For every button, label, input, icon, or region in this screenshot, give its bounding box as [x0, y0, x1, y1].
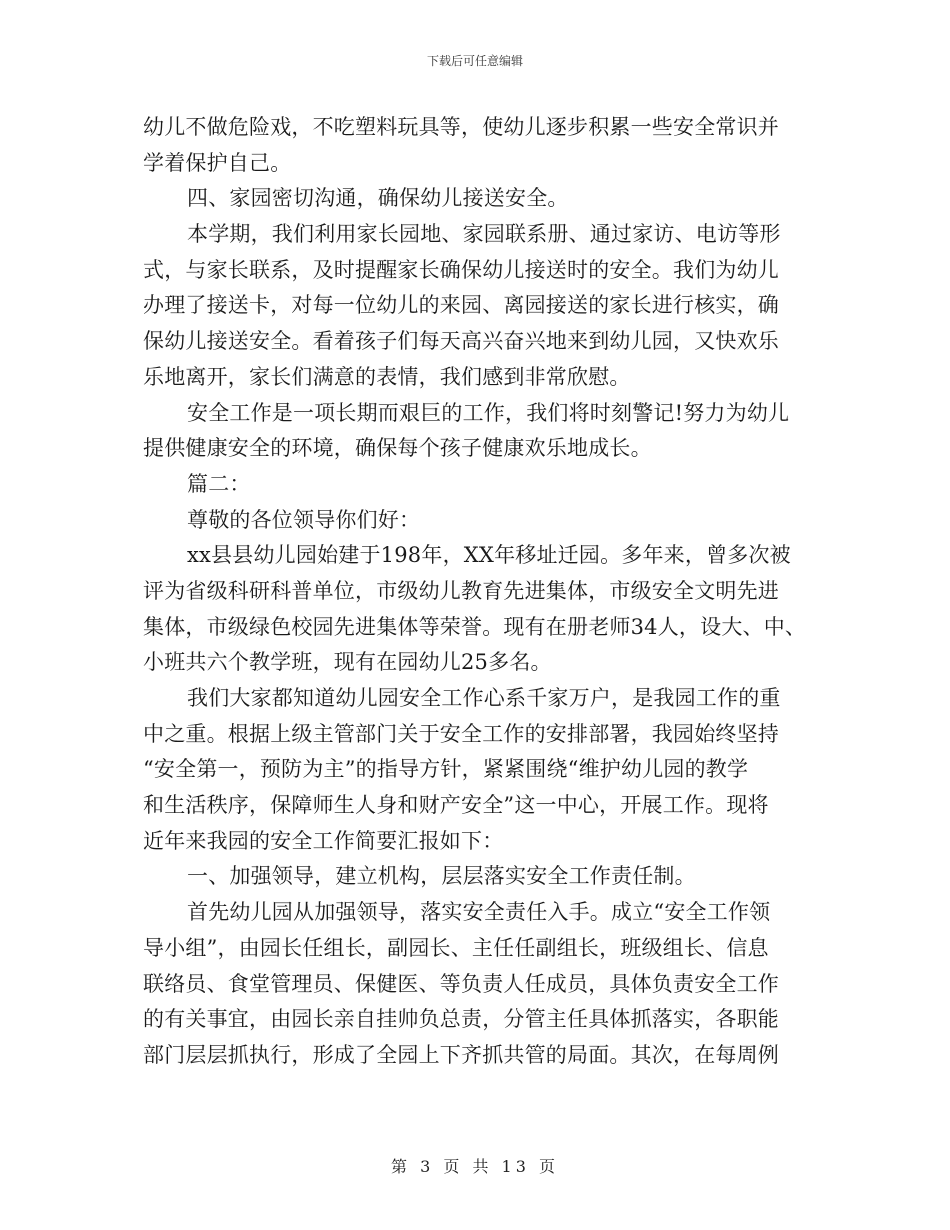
text-line: 和生活秩序，保障师生人身和财产安全”这一中心，开展工作。现将: [143, 793, 769, 818]
text-line: 的有关事宜，由园长亲自挂帅负总责，分管主任具体抓落实，各职能: [143, 1007, 779, 1032]
text-line: 本学期，我们利用家长园地、家园联系册、通过家访、电访等形: [187, 222, 781, 247]
text-line: 集体，市级绿色校园先进集体等荣誉。现有在册老师34人，设大、中、: [143, 614, 807, 639]
text-line: 办理了接送卡，对每一位幼儿的来园、离园接送的家长进行核实，确: [143, 293, 779, 318]
text-line: 中之重。根据上级主管部门关于安全工作的安排部署，我园始终坚持: [143, 721, 779, 746]
text-line: 保幼儿接送安全。看着孩子们每天高兴奋兴地来到幼儿园，又快欢乐: [143, 329, 779, 354]
text-line: 部门层层抓执行，形成了全园上下齐抓共管的局面。其次，在每周例: [143, 1042, 779, 1067]
text-line: 提供健康安全的环境，确保每个孩子健康欢乐地成长。: [143, 436, 652, 461]
document-body: [143, 110, 808, 1074]
text-line: 联络员、食堂管理员、保健医、等负责人任成员，具体负责安全工作: [143, 971, 779, 996]
text-line: 幼儿不做危险戏，不吃塑料玩具等，使幼儿逐步积累一些安全常识并: [143, 115, 779, 139]
text-line: 学着保护自己。: [143, 150, 292, 175]
page-footer: 第 3 页 共 13 页: [391, 1157, 559, 1176]
text-line: 一、加强领导，建立机构，层层落实安全工作责任制。: [187, 864, 696, 889]
text-line: 式，与家长联系，及时提醒家长确保幼儿接送时的安全。我们为幼儿: [143, 257, 779, 282]
text-line: 乐地离开，家长们满意的表情，我们感到非常欣慰。: [143, 364, 631, 389]
text-line: xx县县幼儿园始建于198年，XX年移址迁园。多年来，曾多次被: [187, 543, 791, 568]
text-line: 导小组”，由园长任组长，副园长、主任任副组长，班级组长、信息: [143, 935, 769, 960]
text-line: “安全第一，预防为主”的指导方针，紧紧围绕“维护幼儿园的教学: [143, 757, 749, 782]
text-line: 评为省级科研科普单位，市级幼儿教育先进集体，市级安全文明先进: [143, 578, 779, 603]
text-line: 我们大家都知道幼儿园安全工作心系千家万户，是我园工作的重: [187, 686, 781, 710]
text-line: 小班共六个教学班，现有在园幼儿25多名。: [143, 650, 552, 675]
text-line: 四、家园密切沟通，确保幼儿接送安全。: [187, 186, 569, 211]
text-line: 安全工作是一项长期而艰巨的工作，我们将时刻警记!努力为幼儿: [187, 400, 790, 425]
text-line: 篇二：: [187, 471, 251, 496]
text-line: 尊敬的各位领导你们好：: [187, 507, 421, 532]
text-line: 首先幼儿园从加强领导，落实安全责任入手。成立“安全工作领: [187, 900, 771, 925]
page-header: 下载后可任意编辑: [426, 54, 523, 68]
text-line: 近年来我园的安全工作简要汇报如下：: [143, 828, 504, 853]
